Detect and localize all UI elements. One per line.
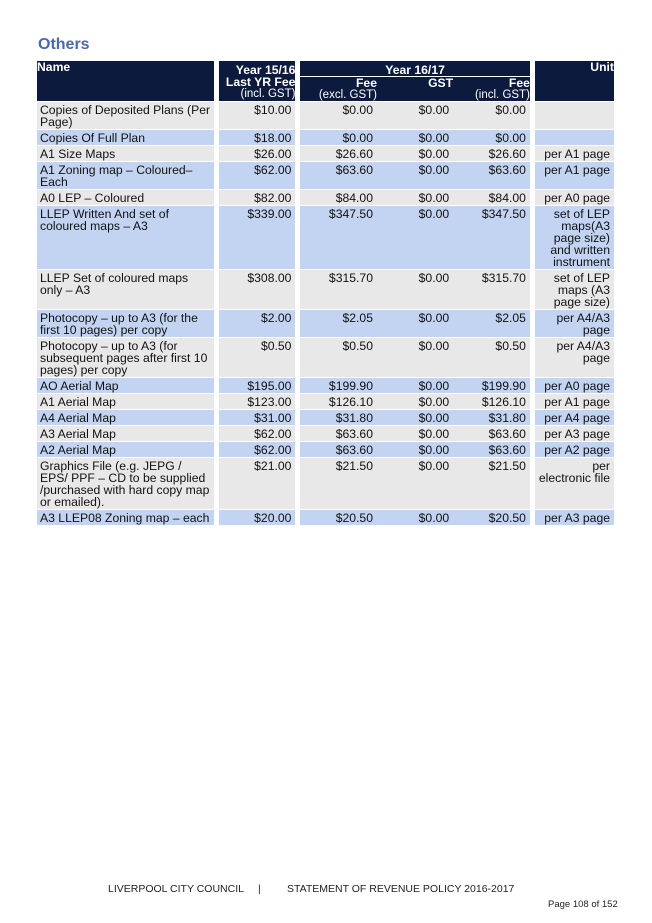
cell-gst: $0.00 [377,378,453,393]
cell-gst: $0.00 [377,442,453,457]
cell-gst: $0.00 [377,394,453,409]
cell-unit: per A0 page [535,190,614,205]
table-row [37,426,614,441]
cell-gst: $0.00 [377,206,453,269]
cell-fee-incl-gst: $2.05 [453,310,530,337]
cell-name: Graphics File (e.g. JEPG / EPS/ PPF – CD to be supplied /purchased with hard copy map or emailed). [37,458,214,509]
table-row [37,458,614,509]
header-incl-gst-2: (incl. GST) [474,89,530,101]
table-row [37,510,614,525]
cell-fee-excl-gst: $63.60 [300,162,377,189]
header-excl-gst: (excl. GST) [318,89,377,101]
cell-fee-incl-gst: $126.10 [453,394,530,409]
header-year1516-label: Year 15/16 [235,63,296,77]
cell-gst: $0.00 [377,410,453,425]
cell-fee-incl-gst: $347.50 [453,206,530,269]
table-row [37,190,614,205]
cell-fee-incl-gst: $63.60 [453,426,530,441]
cell-last-yr-fee: $82.00 [219,190,296,205]
cell-fee-excl-gst: $84.00 [300,190,377,205]
cell-fee-incl-gst: $0.00 [453,130,530,145]
cell-fee-incl-gst: $0.00 [453,102,530,129]
cell-unit: per A1 page [535,146,614,161]
cell-unit: per A3 page [535,426,614,441]
cell-fee-excl-gst: $31.80 [300,410,377,425]
cell-name: A1 Zoning map – Coloured– Each [37,162,214,189]
cell-last-yr-fee: $10.00 [219,102,296,129]
cell-unit: per A3 page [535,510,614,525]
header-fee-incl-label: Fee [508,76,530,90]
cell-fee-incl-gst: $199.90 [453,378,530,393]
cell-fee-excl-gst: $2.05 [300,310,377,337]
cell-fee-incl-gst: $20.50 [453,510,530,525]
cell-unit: set of LEP maps(A3 page size) and written instrument [535,206,614,269]
cell-last-yr-fee: $195.00 [219,378,296,393]
cell-gst: $0.00 [377,102,453,129]
cell-unit [535,130,614,145]
cell-unit: per A0 page [535,378,614,393]
cell-fee-incl-gst: $84.00 [453,190,530,205]
cell-name: Copies of Deposited Plans (Per Page) [37,102,214,129]
cell-gst: $0.00 [377,338,453,377]
header-incl-gst-1: (incl. GST) [240,88,296,100]
cell-fee-incl-gst: $63.60 [453,162,530,189]
cell-gst: $0.00 [377,458,453,509]
cell-last-yr-fee: $339.00 [219,206,296,269]
table-row [37,102,614,129]
table-row [37,310,614,337]
cell-fee-incl-gst: $63.60 [453,442,530,457]
header-year1617: Year 16/17 [300,61,530,76]
cell-last-yr-fee: $20.00 [219,510,296,525]
cell-name: A1 Aerial Map [37,394,214,409]
footer-org: LIVERPOOL CITY COUNCIL [108,883,244,895]
cell-last-yr-fee: $62.00 [219,442,296,457]
table-header [37,61,614,101]
cell-last-yr-fee: $31.00 [219,410,296,425]
cell-last-yr-fee: $0.50 [219,338,296,377]
cell-name: Copies Of Full Plan [37,130,214,145]
cell-unit: set of LEP maps (A3 page size) [535,270,614,309]
cell-name: Photocopy – up to A3 (for subsequent pages after first 10 pages) per copy [37,338,214,377]
cell-name: LLEP Set of coloured maps only – A3 [37,270,214,309]
cell-gst: $0.00 [377,190,453,205]
cell-fee-excl-gst: $21.50 [300,458,377,509]
table-row [37,146,614,161]
cell-fee-incl-gst: $315.70 [453,270,530,309]
cell-last-yr-fee: $2.00 [219,310,296,337]
cell-last-yr-fee: $123.00 [219,394,296,409]
header-year1516 [219,61,296,101]
cell-name: A4 Aerial Map [37,410,214,425]
table-body [37,102,614,525]
cell-name: A3 LLEP08 Zoning map – each [37,510,214,525]
cell-fee-incl-gst: $31.80 [453,410,530,425]
table-row [37,442,614,457]
cell-unit: per A1 page [535,162,614,189]
cell-fee-excl-gst: $347.50 [300,206,377,269]
cell-last-yr-fee: $21.00 [219,458,296,509]
header-gst: GST [377,77,453,101]
cell-name: LLEP Written And set of coloured maps – A3 [37,206,214,269]
cell-fee-excl-gst: $315.70 [300,270,377,309]
cell-name: Photocopy – up to A3 (for the first 10 pages) per copy [37,310,214,337]
cell-name: A0 LEP – Coloured [37,190,214,205]
cell-gst: $0.00 [377,310,453,337]
table-row [37,378,614,393]
cell-fee-incl-gst: $26.60 [453,146,530,161]
cell-last-yr-fee: $26.00 [219,146,296,161]
header-fee-excl [300,77,377,101]
cell-gst: $0.00 [377,162,453,189]
footer-statement: STATEMENT OF REVENUE POLICY 2016-2017 [287,883,515,895]
cell-fee-excl-gst: $20.50 [300,510,377,525]
cell-unit [535,102,614,129]
cell-gst: $0.00 [377,270,453,309]
cell-unit: per electronic file [535,458,614,509]
cell-unit: per A4 page [535,410,614,425]
cell-name: A1 Size Maps [37,146,214,161]
header-fee-excl-label: Fee [355,76,377,90]
cell-name: AO Aerial Map [37,378,214,393]
cell-name: A2 Aerial Map [37,442,214,457]
cell-fee-excl-gst: $0.50 [300,338,377,377]
cell-unit: per A2 page [535,442,614,457]
cell-last-yr-fee: $18.00 [219,130,296,145]
table-row [37,270,614,309]
cell-fee-excl-gst: $63.60 [300,442,377,457]
cell-gst: $0.00 [377,510,453,525]
header-unit: Unit [535,61,614,101]
cell-unit: per A4/A3 page [535,310,614,337]
header-fee-incl [453,77,530,101]
section-title: Others [38,36,90,53]
fees-table [37,60,614,526]
cell-gst: $0.00 [377,146,453,161]
cell-unit: per A1 page [535,394,614,409]
header-name: Name [37,61,214,101]
header-last-yr-fee: Last YR Fee [225,75,296,89]
cell-fee-incl-gst: $0.50 [453,338,530,377]
table-row [37,394,614,409]
cell-fee-excl-gst: $26.60 [300,146,377,161]
footer-separator: | [258,883,261,895]
cell-fee-excl-gst: $126.10 [300,394,377,409]
cell-fee-excl-gst: $199.90 [300,378,377,393]
cell-name: A3 Aerial Map [37,426,214,441]
cell-gst: $0.00 [377,130,453,145]
table-row [37,162,614,189]
cell-fee-incl-gst: $21.50 [453,458,530,509]
cell-last-yr-fee: $62.00 [219,162,296,189]
cell-last-yr-fee: $308.00 [219,270,296,309]
cell-fee-excl-gst: $63.60 [300,426,377,441]
table-row [37,206,614,269]
table-row [37,130,614,145]
cell-gst: $0.00 [377,426,453,441]
cell-fee-excl-gst: $0.00 [300,130,377,145]
table-row [37,410,614,425]
cell-last-yr-fee: $62.00 [219,426,296,441]
cell-fee-excl-gst: $0.00 [300,102,377,129]
table-row [37,338,614,377]
page-number: Page 108 of 152 [548,899,618,910]
cell-unit: per A4/A3 page [535,338,614,377]
